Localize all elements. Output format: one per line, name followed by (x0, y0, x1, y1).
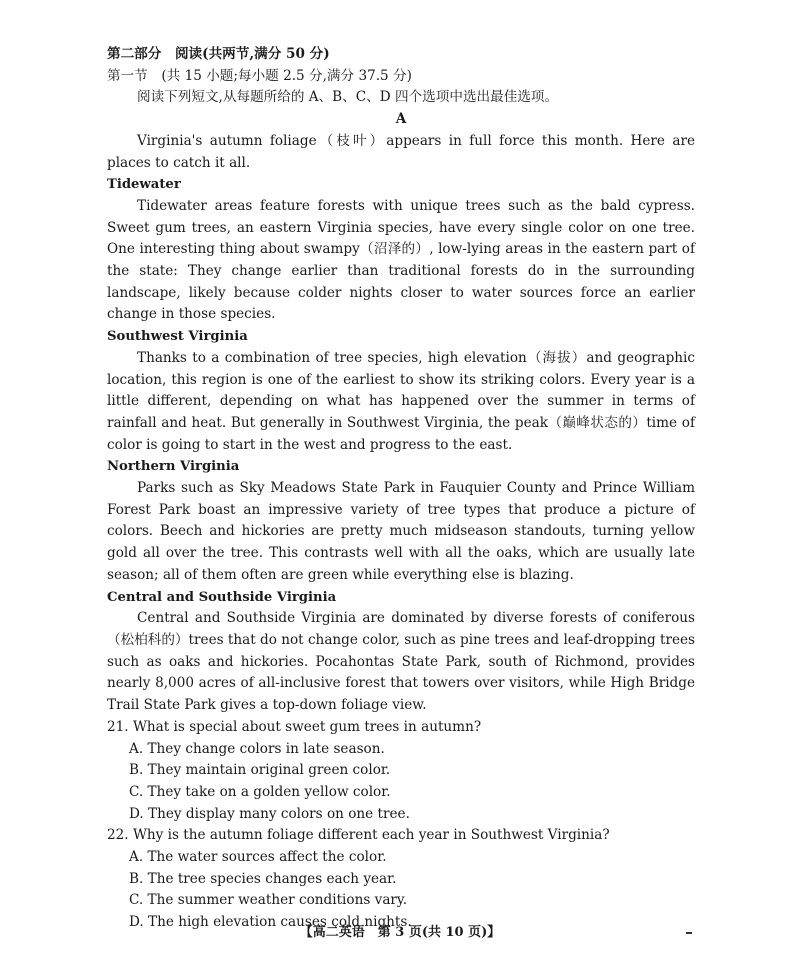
page-footer: 【高二英语 第 3 页(共 10 页)】 (299, 925, 501, 940)
question-22 (107, 825, 695, 934)
section-title: 第一节 (共 15 小题;每小题 2.5 分,满分 37.5 分) (107, 67, 412, 84)
section-body-northern: Parks such as Sky Meadows State Park in Fauquier County and Prince William Forest Park boast an impressive variety of tree types that produce a picture of colors. Beech and hickories are pretty much midseason standouts, turning yellow gold all over the tree. This contrasts well with all the oaks, which are usually late season; all of them often are green while everything else is blazing. (107, 480, 695, 583)
option-c: C. The summer weather conditions vary. (129, 892, 408, 909)
instruction-text: 阅读下列短文,从每题所给的 A、B、C、D 四个选项中选出最佳选项。 (137, 89, 559, 106)
section-heading-southwest: Southwest Virginia (107, 329, 248, 345)
option-a: A. They change colors in late season. (129, 740, 385, 757)
page-mark (686, 932, 692, 934)
passage-intro: Virginia's autumn foliage（枝叶）appears in full force this month. Here are places to catch it all. (107, 132, 695, 171)
section-heading-tidewater: Tidewater (107, 177, 181, 193)
option-b: B. They maintain original green color. (129, 762, 391, 779)
passage-letter: A (395, 111, 407, 128)
option-a: A. The water sources affect the color. (129, 849, 387, 866)
question-stem: 21. What is special about sweet gum trees in autumn? (107, 718, 482, 735)
option-d: D. The high elevation causes cold nights. (129, 914, 412, 931)
part-title: 第二部分 阅读(共两节,满分 50 分) (107, 46, 330, 62)
section-body-central: Central and Southside Virginia are dominated by diverse forests of coniferous（松柏科的）trees that do not change color, such as pine trees and leaf-dropping trees such as oaks and hickories. Pocahontas State Park, south of Richmond, provides nearly 8,000 acres of all-inclusive forest that towers over visitors, while High Bridge Trail State Park gives a top-down foliage view. (107, 610, 696, 714)
question-21 (107, 717, 695, 826)
section-body-tidewater: Tidewater areas feature forests with unique trees such as the bald cypress. Sweet gum trees, an eastern Virginia species, have every single color on one tree. One interesting thing about swampy（沼泽的）, low-lying areas in the eastern part of the state: They change earlier than traditional forests do in the surrounding landscape, likely because colder nights closer to water sources force an earlier change in those species. (107, 197, 695, 323)
section-heading-central: Central and Southside Virginia (107, 589, 337, 605)
section-body-southwest: Thanks to a combination of tree species, high elevation（海拔）and geographic location, this region is one of the earliest to show its striking colors. Every year is a little different, depending on what has happened over the summer in terms of rainfall and heat. But generally in Southwest Virginia, the peak（巅峰状态的）time of color is going to start in the west and progress to the east. (107, 349, 695, 453)
document-page (107, 44, 695, 934)
option-d: D. They display many colors on one tree. (129, 805, 410, 822)
section-heading-northern: Northern Virginia (107, 459, 240, 475)
option-c: C. They take on a golden yellow color. (129, 783, 391, 800)
question-stem: 22. Why is the autumn foliage different each year in Southwest Virginia? (107, 827, 610, 844)
option-b: B. The tree species changes each year. (129, 870, 397, 887)
